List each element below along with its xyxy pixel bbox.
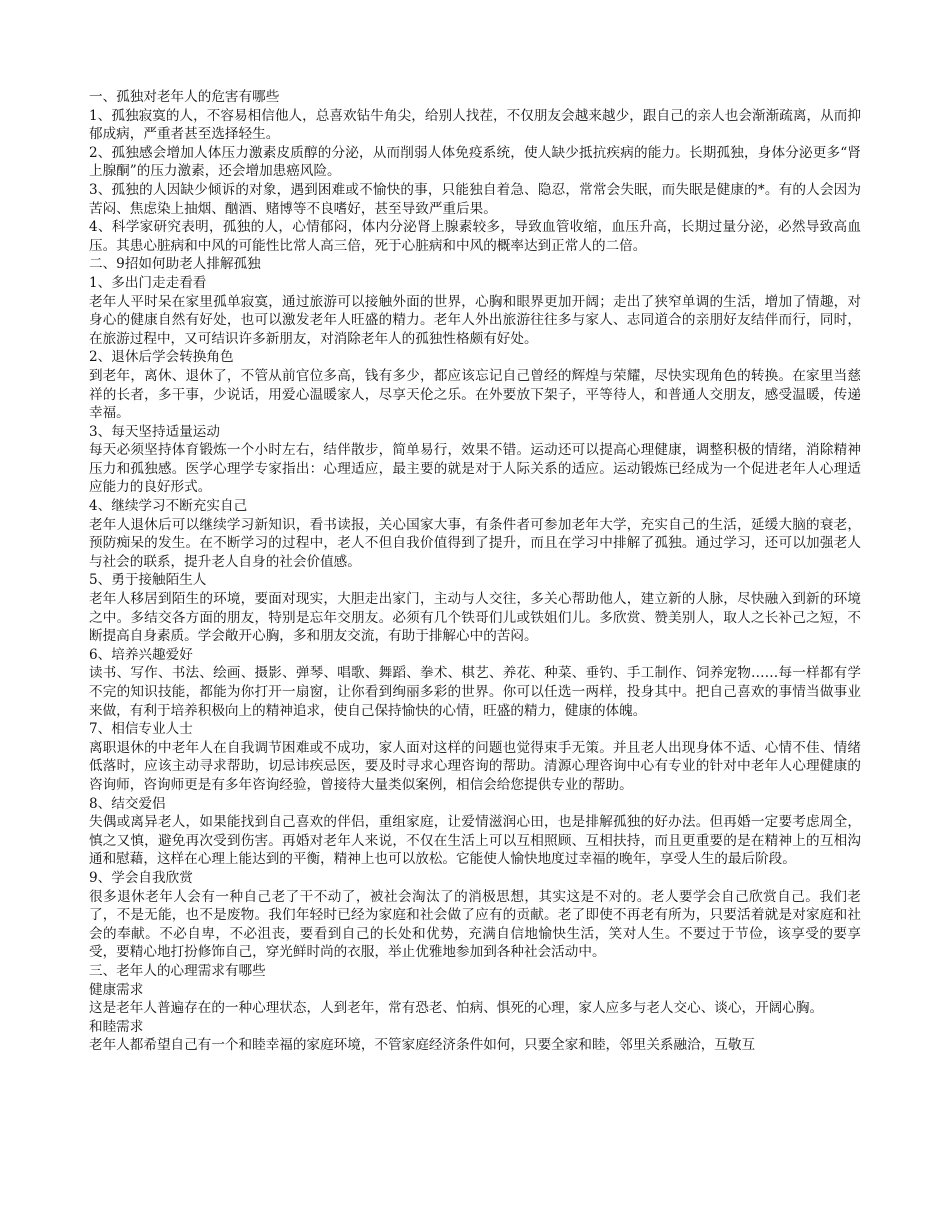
paragraph: 3、孤独的人因缺少倾诉的对象，遇到困难或不愉快的事，只能独自着急、隐忍，常常会失眠，而失眠是健康的*。有的人会因为苦闷、焦虑染上抽烟、酗酒、赌博等不良嗜好，甚至导致严重后果。 xyxy=(89,181,861,217)
subsection-heading: 8、结交爱侣 xyxy=(89,795,166,812)
subsection-heading: 5、勇于接触陌生人 xyxy=(89,572,207,589)
subsection-heading: 和睦需求 xyxy=(89,1018,144,1035)
paragraph: 2、孤独感会增加人体压力激素皮质醇的分泌，从而削弱人体免疫系统，使人缺少抵抗疾病的能力。长期孤独，身体分泌更多“肾上腺酮”的压力激素，还会增加患癌风险。 xyxy=(89,144,861,180)
section-heading: 二、9招如何助老人排解孤独 xyxy=(89,256,261,273)
paragraph: 离职退休的中老年人在自我调节困难或不成功，家人面对这样的问题也觉得束手无策。并且老人出现身体不适、心情不佳、情绪低落时，应该主动寻求帮助，切忌讳疾忌医，要及时寻求心理咨询的帮助。清源心理咨询中心有专业的针对中老年人心理健康的咨询师，咨询师更是有多年咨询经验，曾接待大量类似案例，相信会给您提供专业的帮助。 xyxy=(89,739,861,793)
paragraph: 老年人都希望自己有一个和睦幸福的家庭环境，不管家庭经济条件如何，只要全家和睦，邻里关系融洽，互敬互 xyxy=(89,1037,756,1054)
subsection-heading: 2、退休后学会转换角色 xyxy=(89,349,234,366)
subsection-heading: 7、相信专业人士 xyxy=(89,721,193,738)
paragraph: 每天必须坚持体育锻炼一个小时左右，结伴散步，简单易行，效果不错。运动还可以提高心理健康，调整积极的情绪，消除精神压力和孤独感。医学心理学专家指出：心理适应，最主要的就是对于人际关系的适应。运动锻炼已经成为一个促进老年人心理适应能力的良好形式。 xyxy=(89,442,861,496)
paragraph: 很多退休老年人会有一种自己老了干不动了，被社会淘汰了的消极思想，其实这是不对的。老人要学会自己欣赏自己。我们老了，不是无能，也不是废物。我们年轻时已经为家庭和社会做了应有的贡献。老了即使不再老有所为，只要活着就是对家庭和社会的奉献。不必自卑，不必沮丧，要看到自己的长处和优势，充满自信地愉快生活，笑对人生。不要过于节俭，该享受的要享受，要精心地打扮修饰自己，穿光鲜时尚的衣服，举止优雅地参加到各种社会活动中。 xyxy=(89,888,861,961)
paragraph: 老年人移居到陌生的环境，要面对现实，大胆走出家门，主动与人交往，多关心帮助他人，建立新的人脉，尽快融入到新的环境之中。多结交各方面的朋友，特别是忘年交朋友。必须有几个铁哥们儿或铁姐们儿。多欣赏、赞美别人，取人之长补己之短，不断提高自身素质。学会敞开心胸，多和朋友交流，有助于排解心中的苦闷。 xyxy=(89,591,861,645)
subsection-heading: 9、学会自我欣赏 xyxy=(89,869,193,886)
paragraph: 到老年，离休、退休了，不管从前官位多高，钱有多少，都应该忘记自己曾经的辉煌与荣耀，尽快实现角色的转换。在家里当慈祥的长者，多干事，少说话，用爱心温暖家人，尽享天伦之乐。在外要放下架子，平等待人，和普通人交朋友，感受温暖，传递幸福。 xyxy=(89,367,861,422)
section-heading: 一、孤独对老年人的危害有哪些 xyxy=(89,89,280,105)
subsection-heading: 6、培养兴趣爱好 xyxy=(89,646,193,663)
subsection-heading: 健康需求 xyxy=(89,981,144,998)
subsection-heading: 1、多出门走走看看 xyxy=(89,274,207,291)
paragraph: 这是老年人普遍存在的一种心理状态，人到老年，常有恐老、怕病、惧死的心理，家人应多与老人交心、谈心，开阔心胸。 xyxy=(89,1000,824,1017)
section-heading: 三、老年人的心理需求有哪些 xyxy=(89,962,266,979)
paragraph: 1、孤独寂寞的人，不容易相信他人，总喜欢钻牛角尖，给别人找茬，不仅朋友会越来越少，跟自己的亲人也会渐渐疏离，从而抑郁成病，严重者甚至选择轻生。 xyxy=(89,107,861,143)
paragraph: 4、科学家研究表明，孤独的人，心情郁闷，体内分泌肾上腺素较多，导致血管收缩，血压升高，长期过量分泌，必然导致高血压。其患心脏病和中风的可能性比常人高三倍，死于心脏病和中风的概率达到正常人的二倍。 xyxy=(89,219,861,254)
paragraph: 老年人平时呆在家里孤单寂寞，通过旅游可以接触外面的世界，心胸和眼界更加开阔；走出了狭窄单调的生活，增加了情趣，对身心的健康自然有好处，也可以激发老年人旺盛的精力。老年人外出旅游往往多与家人、志同道合的亲朋好友结伴而行，同时，在旅游过程中，又可结识许多新朋友，对消除老年人的孤独性格颇有好处。 xyxy=(89,293,861,347)
paragraph: 失偶或离异老人，如果能找到自己喜欢的伴侣，重组家庭，让爱情滋润心田，也是排解孤独的好办法。但再婚一定要考虑周全，慎之又慎，避免再次受到伤害。再婚对老年人来说，不仅在生活上可以互相照顾、互相扶持，而且更重要的是在精神上的互相沟通和慰藉，这样在心理上能达到的平衡，精神上也可以放松。它能使人愉快地度过幸福的晚年，享受人生的最后阶段。 xyxy=(89,814,861,868)
subsection-heading: 4、继续学习不断充实自己 xyxy=(89,498,248,515)
document-body xyxy=(89,88,861,1055)
paragraph: 老年人退休后可以继续学习新知识，看书读报，关心国家大事，有条件者可参加老年大学，充实自己的生活，延缓大脑的衰老，预防痴呆的发生。在不断学习的过程中，老人不但自我价值得到了提升，而且在学习中排解了孤独。通过学习，还可以加强老人与社会的联系，提升老人自身的社会价值感。 xyxy=(89,516,861,570)
paragraph: 读书、写作、书法、绘画、摄影、弹琴、唱歌、舞蹈、拳术、棋艺、养花、种菜、垂钓、手工制作、饲养宠物……每一样都有学不完的知识技能，都能为你打开一扇窗，让你看到绚丽多彩的世界。你可以任选一两样，投身其中。把自己喜欢的事情当做事业来做，有利于培养积极向上的精神追求，使自己保持愉快的心情，旺盛的精力，健康的体魄。 xyxy=(89,665,861,719)
subsection-heading: 3、每天坚持适量运动 xyxy=(89,423,220,440)
